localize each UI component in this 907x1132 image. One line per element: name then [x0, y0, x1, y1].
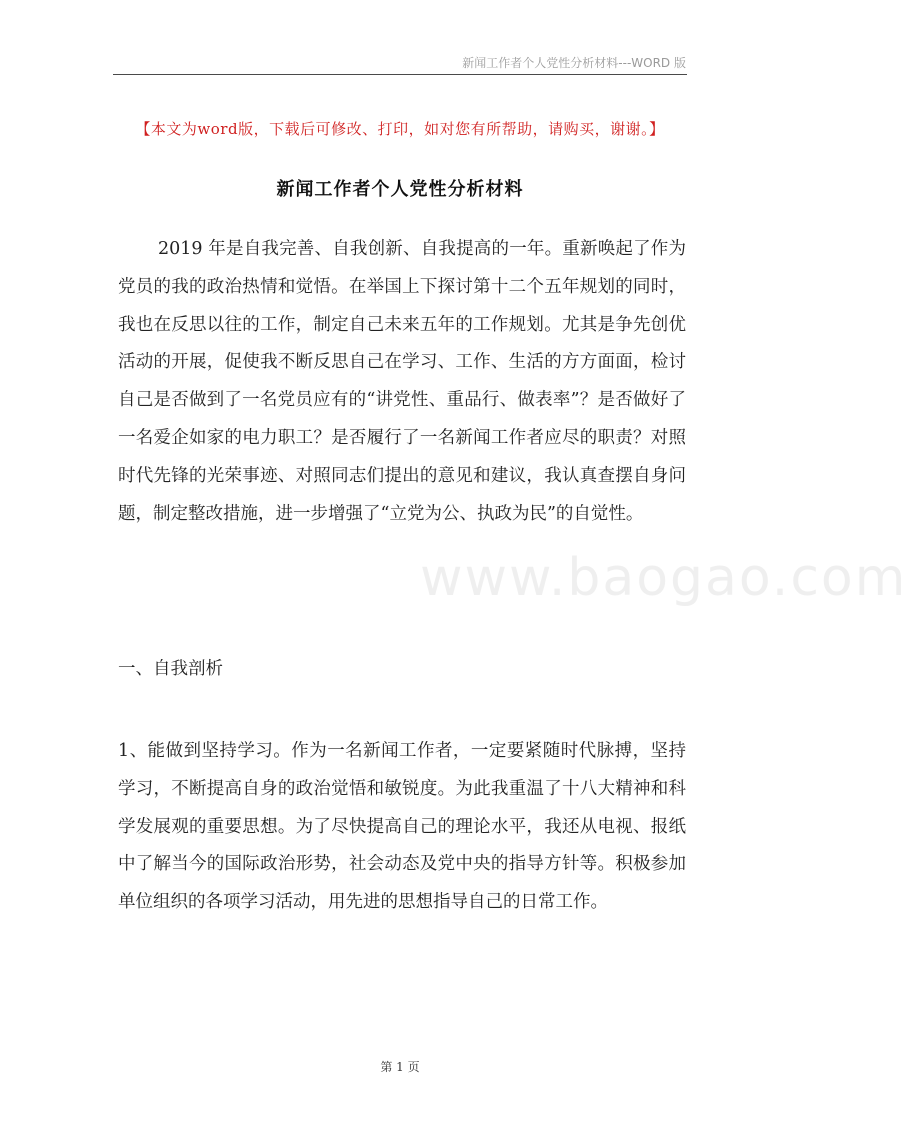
running-header: 新闻工作者个人党性分析材料---WORD 版 [462, 56, 686, 70]
document-title: 新闻工作者个人党性分析材料 [276, 179, 524, 200]
paragraph-study: 1、能做到坚持学习。作为一名新闻工作者，一定要紧随时代脉搏，坚持学习，不断提高自身的政治觉悟和敏锐度。为此我重温了十八大精神和科学发展观的重要思想。为了尽快提高自己的理论水平，我还从电视、报纸中了解当今的国际政治形势，社会动态及党中央的指导方针等。积极参加单位组织的各项学习活动，用先进的思想指导自己的日常工作。 [118, 741, 686, 913]
document-body [118, 0, 686, 1000]
paragraph-intro: 2019 年是自我完善、自我创新、自我提高的一年。重新唤起了作为党员的我的政治热情和觉悟。在举国上下探讨第十二个五年规划的同时，我也在反思以往的工作，制定自己未来五年的工作规划。尤其是争先创优活动的开展，促使我不断反思自己在学习、工作、生活的方方面面，检讨自己是否做到了一名党员应有的“讲党性、重品行、做表率”？是否做好了一名爱企如家的电力职工？是否履行了一名新闻工作者应尽的职责？对照时代先锋的光荣事迹、对照同志们提出的意见和建议，我认真查摆自身问题，制定整改措施，进一步增强了“立党为公、执政为民”的自觉性。 [118, 239, 686, 524]
section-heading-self-analysis: 一、自我剖析 [118, 659, 223, 679]
watermark: www.baogao.com [420, 548, 907, 608]
purchase-notice: 【本文为word版，下载后可修改、打印，如对您有所帮助，请购买，谢谢。】 [135, 120, 665, 138]
page-number: 第 1 页 [380, 1060, 420, 1074]
